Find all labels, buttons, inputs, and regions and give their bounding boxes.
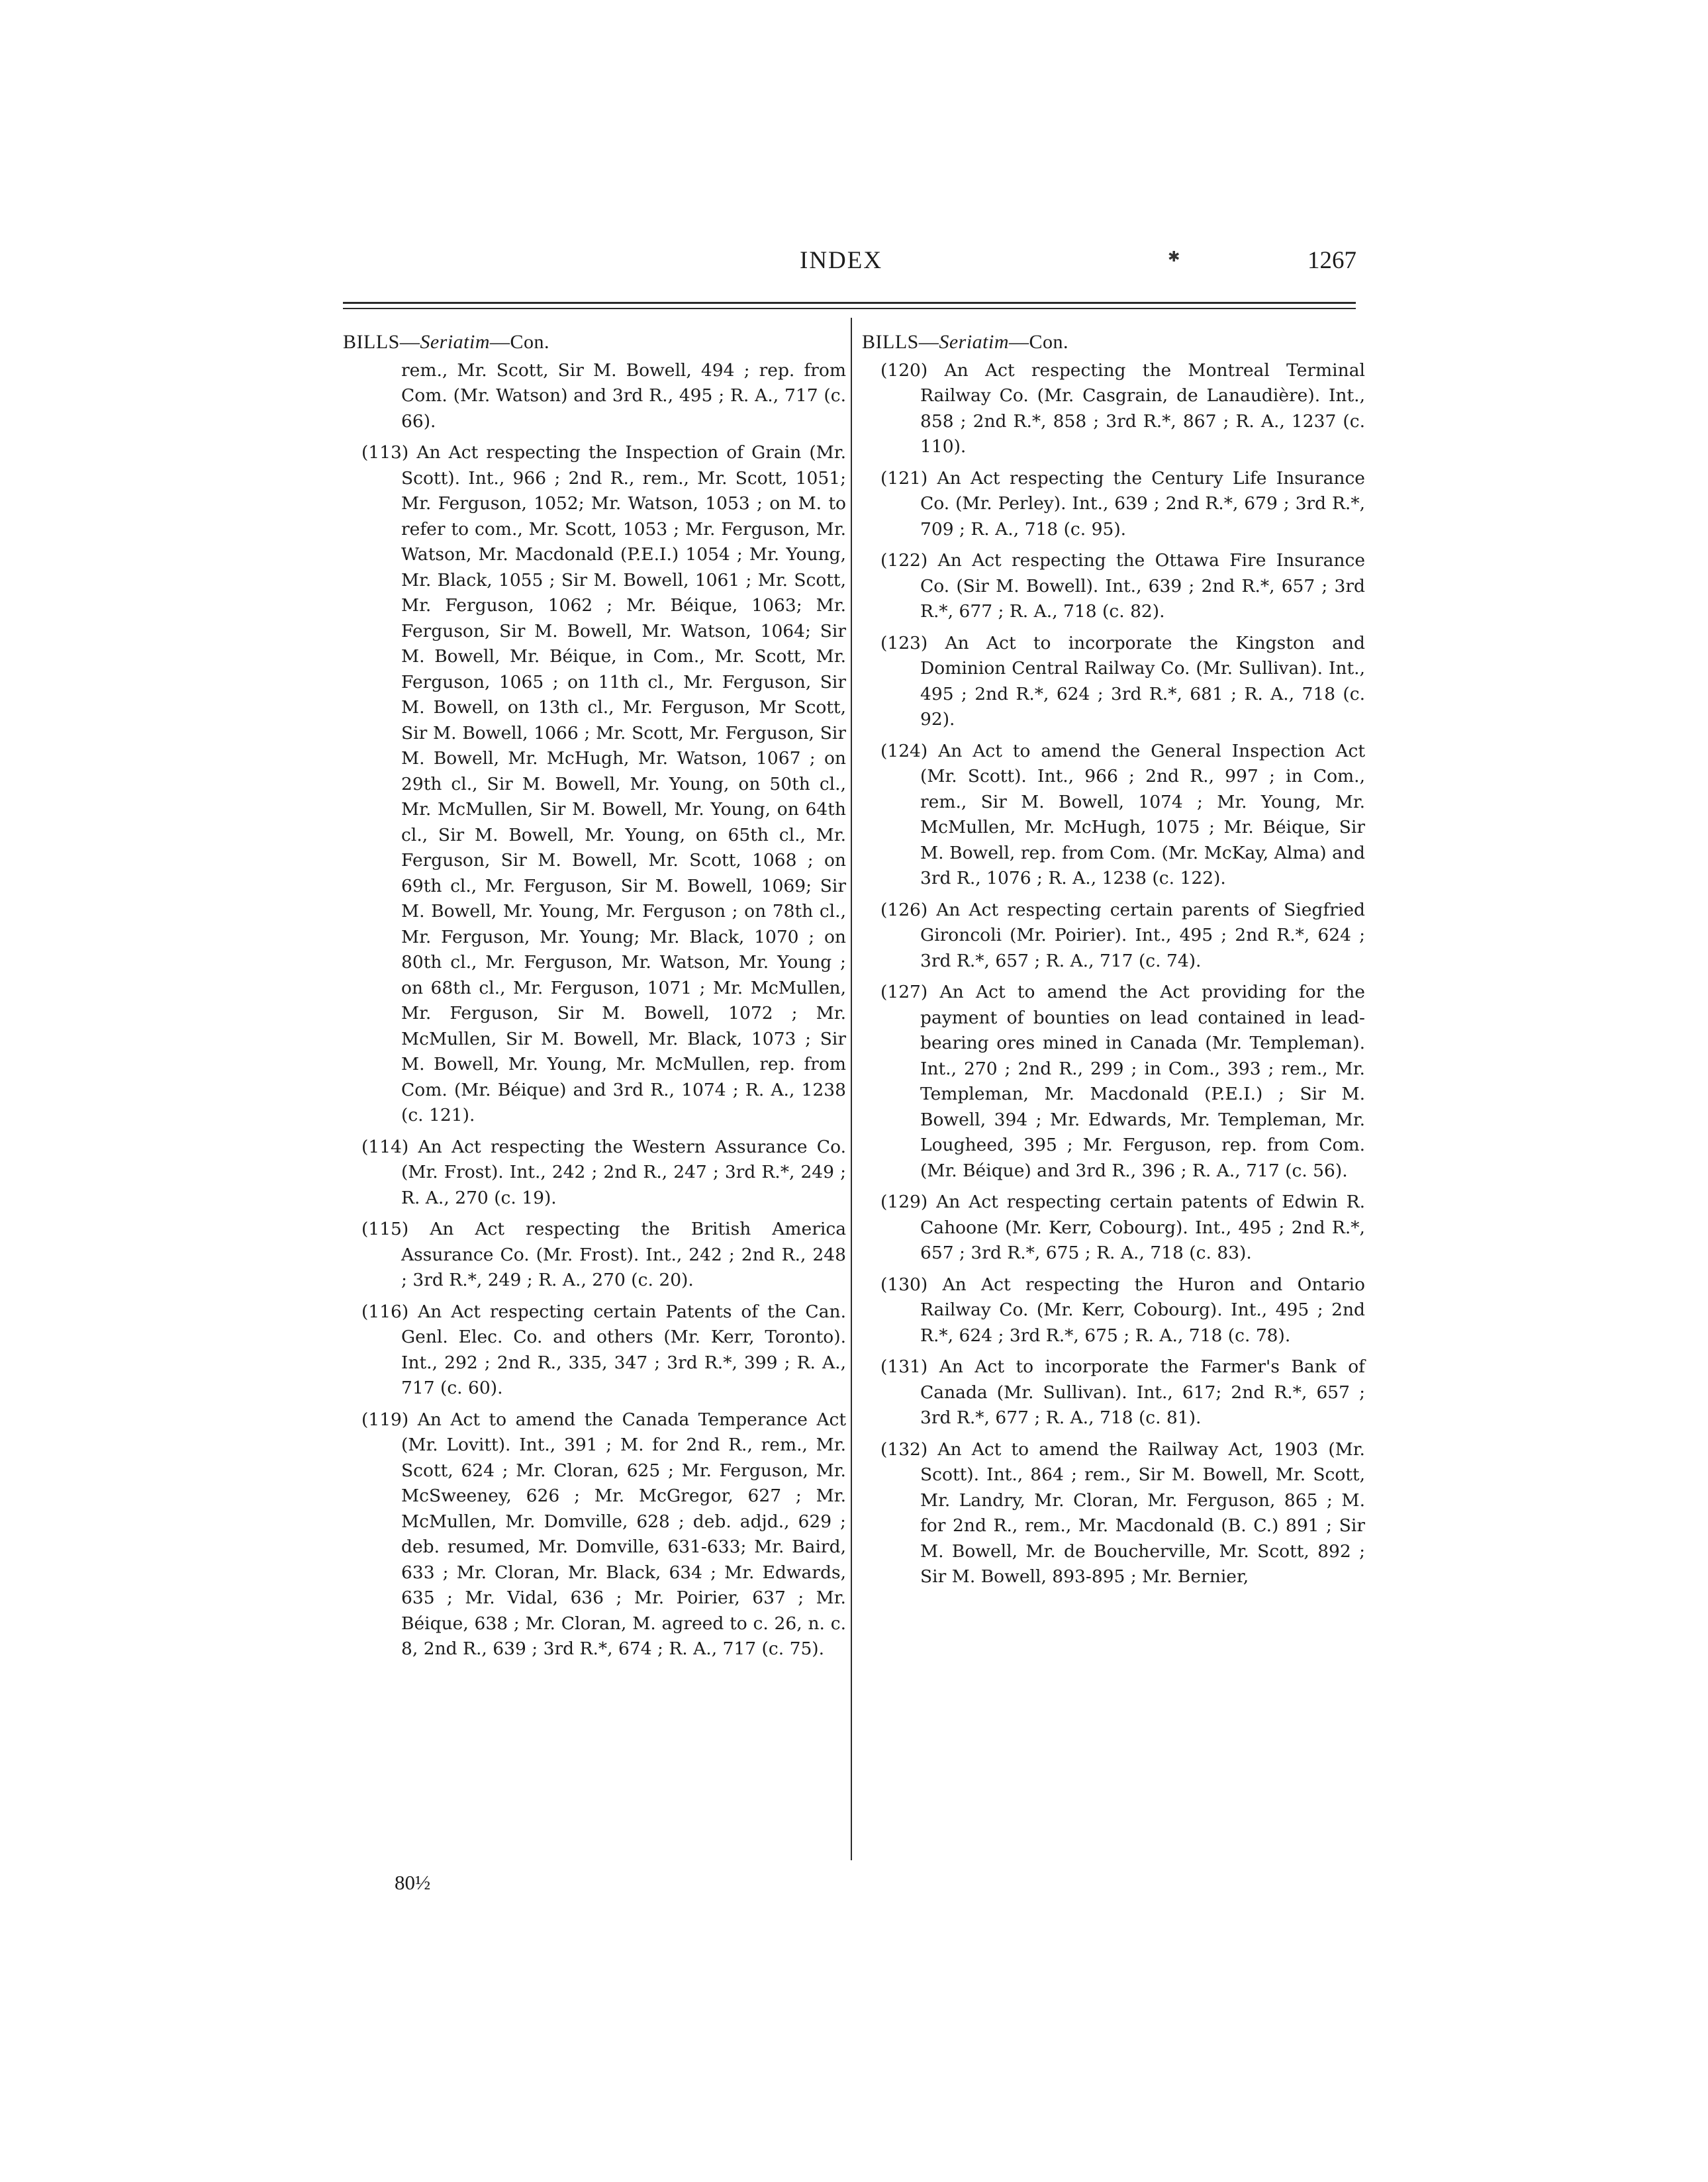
index-entry: (121) An Act respecting the Century Life Insurance Co. (Mr. Perley). Int., 639 ; 2nd R.*, 679 ; 3rd R.*, 709 ; R. A., 718 (c. 95).: [880, 467, 1365, 540]
heading-italic: Seriatim: [420, 331, 491, 353]
right-column-heading: [862, 330, 1365, 356]
right-column: [862, 330, 1365, 1596]
left-column-heading: [343, 330, 846, 356]
index-entry: (124) An Act to amend the General Inspection Act (Mr. Scott). Int., 966 ; 2nd R., 997 ; in Com., rem., Sir M. Bowell, 1074 ; Mr. Young, Mr. McMullen, Mr. McHugh, 1075 ; Mr. Béique, Sir M. Bowell, rep. from Com. (Mr. McKay, Alma) and 3rd R., 1076 ; R. A., 1238 (c. 122).: [880, 740, 1365, 888]
index-entry: (113) An Act respecting the Inspection of Grain (Mr. Scott). Int., 966 ; 2nd R., rem., Mr. Scott, 1051; Mr. Ferguson, 1052; Mr. Watson, 1053 ; on M. to refer to com., Mr. Scott, 1053 ; Mr. Ferguson, Mr. Watson, Mr. Macdonald (P.E.I.) 1054 ; Mr. Young, Mr. Black, 1055 ; Sir M. Bowell, 1061 ; Mr. Scott, Mr. Ferguson, 1062 ; Mr. Béique, 1063; Mr. Ferguson, Sir M. Bowell, Mr. Watson, 1064; Sir M. Bowell, Mr. Béique, in Com., Mr. Scott, Mr. Ferguson, 1065 ; on 11th cl., Mr. Ferguson, Sir M. Bowell, on 13th cl., Mr. Ferguson, Mr Scott, Sir M. Bowell, 1066 ; Mr. Scott, Mr. Ferguson, Sir M. Bowell, Mr. McHugh, Mr. Watson, 1067 ; on 29th cl., Sir M. Bowell, Mr. Young, on 50th cl., Mr. McMullen, Sir M. Bowell, Mr. Young, on 64th cl., Sir M. Bowell, Mr. Young, on 65th cl., Mr. Ferguson, Sir M. Bowell, Mr. Scott, 1068 ; on 69th cl., Mr. Ferguson, Sir M. Bowell, 1069; Sir M. Bowell, Mr. Young, Mr. Ferguson ; on 78th cl., Mr. Ferguson, Mr. Young; Mr. Black, 1070 ; on 80th cl., Mr. Ferguson, Mr. Watson, Mr. Young ; on 68th cl., Mr. Ferguson, 1071 ; Mr. McMullen, Mr. Ferguson, Sir M. Bowell, 1072 ; Mr. McMullen, Sir M. Bowell, Mr. Black, 1073 ; Sir M. Bowell, Mr. Young, Mr. McMullen, rep. from Com. (Mr. Béique) and 3rd R., 1074 ; R. A., 1238 (c. 121).: [361, 442, 846, 1125]
index-entry: (126) An Act respecting certain parents of Siegfried Gironcoli (Mr. Poirier). Int., 495 ; 2nd R.*, 624 ; 3rd R.*, 657 ; R. A., 717 (c. 74).: [880, 899, 1365, 971]
index-entry: (114) An Act respecting the Western Assurance Co. (Mr. Frost). Int., 242 ; 2nd R., 247 ; 3rd R.*, 249 ; R. A., 270 (c. 19).: [361, 1136, 846, 1208]
index-entry: (119) An Act to amend the Canada Temperance Act (Mr. Lovitt). Int., 391 ; M. for 2nd R., rem., Mr. Scott, 624 ; Mr. Cloran, 625 ; Mr. Ferguson, Mr. McSweeney, 626 ; Mr. McGregor, 627 ; Mr. McMullen, Mr. Domville, 628 ; deb. adjd., 629 ; deb. resumed, Mr. Domville, 631-633; Mr. Baird, 633 ; Mr. Cloran, Mr. Black, 634 ; Mr. Edwards, 635 ; Mr. Vidal, 636 ; Mr. Poirier, 637 ; Mr. Béique, 638 ; Mr. Cloran, M. agreed to c. 26, n. c. 8, 2nd R., 639 ; 3rd R.*, 674 ; R. A., 717 (c. 75).: [361, 1409, 846, 1659]
index-entry: (127) An Act to amend the Act providing for the payment of bounties on lead contained in lead-bearing ores mined in Canada (Mr. Templeman). Int., 270 ; 2nd R., 299 ; in Com., 393 ; rem., Mr. Templeman, Mr. Macdonald (P.E.I.) ; Sir M. Bowell, 394 ; Mr. Edwards, Mr. Templeman, Mr. Lougheed, 395 ; Mr. Ferguson, rep. from Com. (Mr. Béique) and 3rd R., 396 ; R. A., 717 (c. 56).: [880, 982, 1365, 1181]
header-rule-top: [343, 302, 1356, 304]
left-column: [343, 330, 846, 1668]
index-entry: (131) An Act to incorporate the Farmer's Bank of Canada (Mr. Sullivan). Int., 617; 2nd R.*, 657 ; 3rd R.*, 677 ; R. A., 718 (c. 81).: [880, 1356, 1365, 1428]
heading-italic: Seriatim: [939, 331, 1010, 353]
column-divider: [851, 318, 852, 1860]
header-rule-bottom: [343, 308, 1356, 309]
printing-speck: ✱: [1168, 249, 1180, 265]
heading-suffix: —Con.: [1009, 331, 1069, 353]
signature-mark: 80½: [395, 1871, 431, 1894]
index-entry: (123) An Act to incorporate the Kingston and Dominion Central Railway Co. (Mr. Sullivan). Int., 495 ; 2nd R.*, 624 ; 3rd R.*, 681 ; R. A., 718 (c. 92).: [880, 632, 1365, 730]
index-entry: (132) An Act to amend the Railway Act, 1903 (Mr. Scott). Int., 864 ; rem., Sir M. Bowell, Mr. Scott, Mr. Landry, Mr. Cloran, Mr. Ferguson, 865 ; M. for 2nd R., rem., Mr. Macdonald (B. C.) 891 ; Sir M. Bowell, Mr. de Boucherville, Mr. Scott, 892 ; Sir M. Bowell, 893-895 ; Mr. Bernier,: [880, 1439, 1365, 1587]
index-entry: (115) An Act respecting the British America Assurance Co. (Mr. Frost). Int., 242 ; 2nd R., 248 ; 3rd R.*, 249 ; R. A., 270 (c. 20).: [361, 1219, 846, 1290]
heading-main: BILLS—: [862, 331, 939, 353]
index-entry: (120) An Act respecting the Montreal Terminal Railway Co. (Mr. Casgrain, de Lanaudière). Int., 858 ; 2nd R.*, 858 ; 3rd R.*, 867 ; R. A., 1237 (c. 110).: [880, 359, 1365, 457]
heading-suffix: —Con.: [490, 331, 550, 353]
index-entry: (122) An Act respecting the Ottawa Fire Insurance Co. (Sir M. Bowell). Int., 639 ; 2nd R.*, 657 ; 3rd R.*, 677 ; R. A., 718 (c. 82).: [880, 550, 1365, 622]
index-entry: (130) An Act respecting the Huron and Ontario Railway Co. (Mr. Kerr, Cobourg). Int., 495 ; 2nd R.*, 624 ; 3rd R.*, 675 ; R. A., 718 (c. 78).: [880, 1274, 1365, 1346]
heading-main: BILLS—: [343, 331, 420, 353]
page-title: INDEX: [800, 247, 883, 274]
index-entry: rem., Mr. Scott, Sir M. Bowell, 494 ; rep. from Com. (Mr. Watson) and 3rd R., 495 ; R. A., 717 (c. 66).: [401, 359, 846, 432]
page-number: 1267: [1307, 247, 1356, 274]
index-entry: (129) An Act respecting certain patents of Edwin R. Cahoone (Mr. Kerr, Cobourg). Int., 495 ; 2nd R.*, 657 ; 3rd R.*, 675 ; R. A., 718 (c. 83).: [880, 1192, 1365, 1263]
index-entry: (116) An Act respecting certain Patents of the Can. Genl. Elec. Co. and others (Mr. Kerr, Toronto). Int., 292 ; 2nd R., 335, 347 ; 3rd R.*, 399 ; R. A., 717 (c. 60).: [361, 1301, 846, 1398]
